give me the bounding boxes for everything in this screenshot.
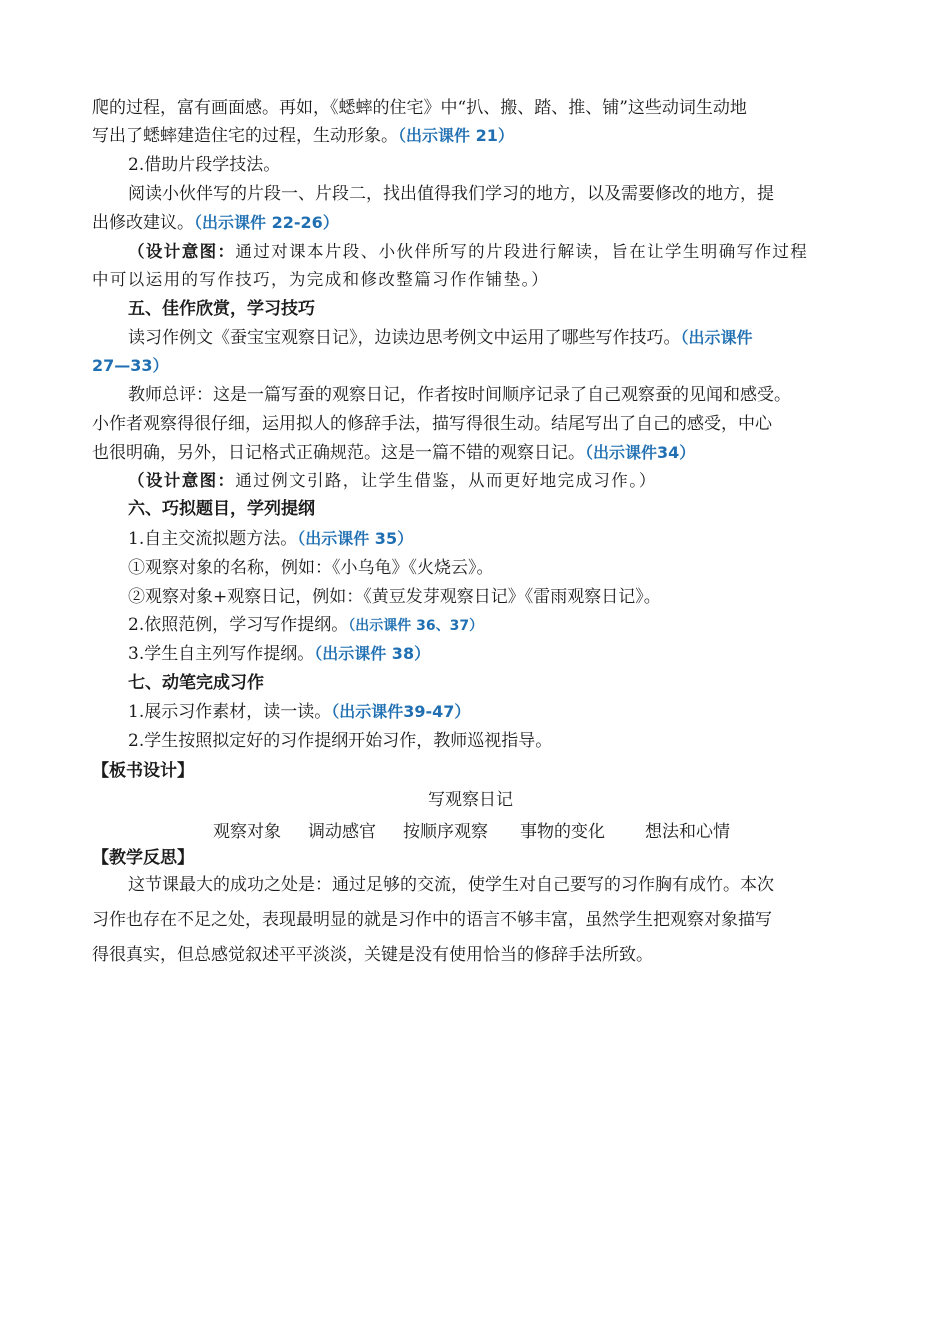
text: 1.展示习作素材，读一读。 <box>128 702 332 722</box>
text: 调动感官 <box>308 822 376 842</box>
text: 观察对象 <box>213 822 281 842</box>
courseware-ref: （出示课件 36、37） <box>348 618 484 634</box>
text: 写观察日记 <box>428 790 513 810</box>
paragraph-line <box>92 908 772 932</box>
paragraph-line <box>128 527 413 551</box>
section-heading <box>128 497 315 521</box>
paragraph-line <box>128 383 791 407</box>
text: 2.学生按照拟定好的习作提纲开始习作，教师巡视指导。 <box>128 731 553 751</box>
paragraph-line <box>128 585 661 609</box>
text: 按顺序观察 <box>403 822 488 842</box>
text: 想法和心情 <box>645 822 730 842</box>
paragraph-line <box>128 700 470 724</box>
heading-text: 六、巧拟题目，学列提纲 <box>128 499 315 519</box>
text: 2.依照范例，学习写作提纲。 <box>128 615 349 635</box>
text: 出修改建议。 <box>92 213 194 233</box>
board-design-heading <box>92 759 194 783</box>
board-item <box>308 820 376 844</box>
courseware-ref: （出示课件 21） <box>398 126 514 145</box>
design-intent-label: （设计意图： <box>128 471 236 490</box>
paragraph-line <box>128 642 430 666</box>
paragraph-line <box>128 729 552 753</box>
courseware-ref: （出示课件34） <box>585 443 696 462</box>
courseware-ref: （出示课件 <box>680 328 753 347</box>
heading-text: 七、动笔完成习作 <box>128 673 264 693</box>
courseware-ref: （出示课件39-47） <box>331 702 471 721</box>
heading-text: 【板书设计】 <box>92 761 194 781</box>
design-intent-line <box>92 268 549 292</box>
text: 2.借助片段学技法。 <box>128 155 281 175</box>
text: 中可以运用的写作技巧，为完成和修改整篇习作作铺垫。） <box>92 270 550 289</box>
text: 1.自主交流拟题方法。 <box>128 529 298 549</box>
heading-text: 五、佳作欣赏，学习技巧 <box>128 299 315 319</box>
paragraph-line <box>92 943 653 967</box>
section-heading <box>128 671 264 695</box>
paragraph-line <box>92 354 169 378</box>
reflection-heading <box>92 846 194 870</box>
text: 事物的变化 <box>520 822 605 842</box>
text: 读习作例文《蚕宝宝观察日记》，边读边思考例文中运用了哪些写作技巧。 <box>128 328 681 348</box>
text: 习作也存在不足之处，表现最明显的就是习作中的语言不够丰富，虽然学生把观察对象描写 <box>92 910 772 930</box>
courseware-ref: （出示课件 22-26） <box>194 213 339 232</box>
section-heading <box>128 297 315 321</box>
paragraph-line <box>128 613 483 638</box>
text: 这节课最大的成功之处是：通过足够的交流，使学生对自己要写的习作胸有成竹。本次 <box>128 875 774 895</box>
board-item <box>213 820 281 844</box>
courseware-ref: （出示课件 35） <box>297 529 414 548</box>
board-item <box>403 820 488 844</box>
paragraph-line <box>92 412 772 436</box>
courseware-ref: （出示课件 38） <box>314 644 431 663</box>
text: ①观察对象的名称，例如：《小乌龟》《火烧云》。 <box>128 558 494 578</box>
text: 通过例文引路，让学生借鉴，从而更好地完成习作。） <box>235 471 657 490</box>
text: 阅读小伙伴写的片段一、片段二，找出值得我们学习的地方，以及需要修改的地方，提 <box>128 184 774 204</box>
heading-text: 【教学反思】 <box>92 848 194 868</box>
paragraph-line <box>128 556 494 580</box>
text: 也很明确，另外，日记格式正确规范。这是一篇不错的观察日记。 <box>92 443 585 463</box>
design-intent-label: （设计意图： <box>128 242 236 261</box>
courseware-ref: 27—33） <box>92 356 169 375</box>
text: 3.学生自主列写作提纲。 <box>128 644 315 664</box>
paragraph-line <box>128 873 774 897</box>
text: 得很真实，但总感觉叙述平平淡淡，关键是没有使用恰当的修辞手法所致。 <box>92 945 653 965</box>
design-intent-line <box>128 469 657 493</box>
board-title <box>428 788 513 812</box>
paragraph-line <box>92 211 339 235</box>
paragraph-line <box>128 182 774 206</box>
design-intent-line <box>128 240 808 264</box>
paragraph-line <box>92 441 695 465</box>
text: 通过对课本片段、小伙伴所写的片段进行解读，旨在让学生明确写作过程 <box>235 242 809 261</box>
paragraph-line <box>128 153 280 177</box>
board-item <box>645 820 730 844</box>
paragraph-line <box>92 124 514 148</box>
text: ②观察对象+观察日记，例如：《黄豆发芽观察日记》《雷雨观察日记》。 <box>128 587 661 607</box>
paragraph-line <box>128 326 753 350</box>
paragraph-line <box>92 96 747 120</box>
text: 小作者观察得很仔细，运用拟人的修辞手法，描写得很生动。结尾写出了自己的感受，中心 <box>92 414 772 434</box>
board-item <box>520 820 605 844</box>
text: 教师总评：这是一篇写蚕的观察日记，作者按时间顺序记录了自己观察蚕的见闻和感受。 <box>128 385 791 405</box>
text: 写出了蟋蟀建造住宅的过程，生动形象。 <box>92 126 398 146</box>
text: 爬的过程，富有画面感。再如，《蟋蟀的住宅》中“扒、搬、踏、推、铺”这些动词生动地 <box>92 98 747 118</box>
